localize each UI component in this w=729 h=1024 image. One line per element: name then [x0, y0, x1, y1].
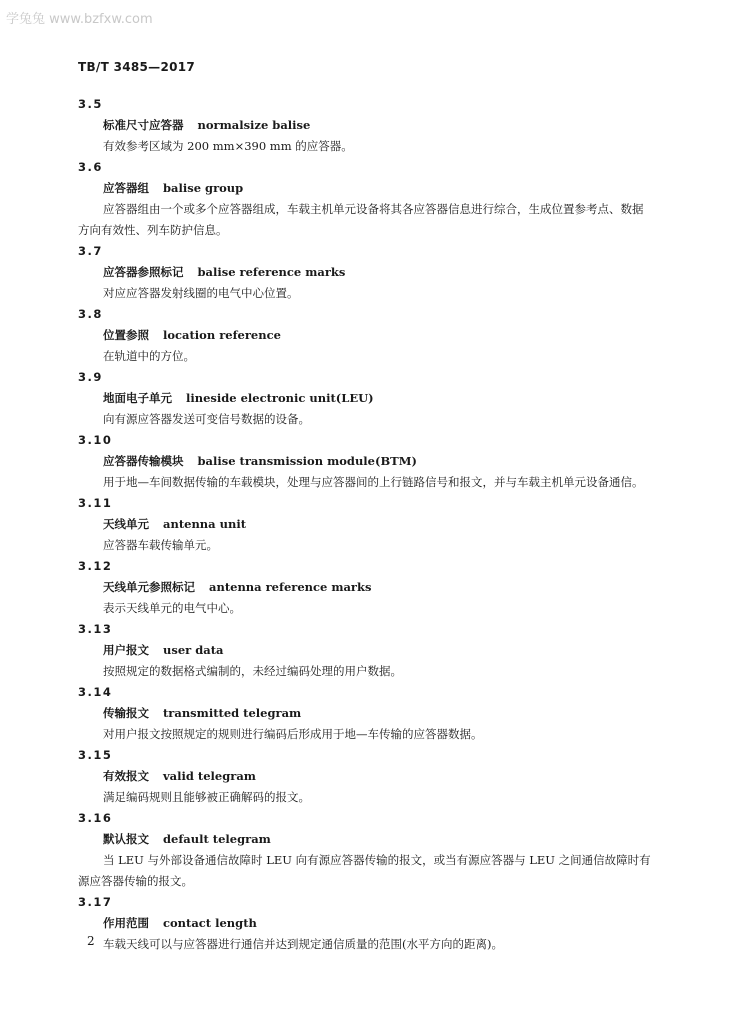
term-en: antenna reference marks — [209, 580, 372, 594]
term-zh: 天线单元 — [103, 517, 149, 531]
term-en: contact length — [163, 916, 257, 930]
term-definition: 表示天线单元的电气中心。 — [103, 601, 241, 615]
term-en: location reference — [163, 328, 281, 342]
page-number: 2 — [87, 934, 95, 948]
term-definitions — [78, 94, 653, 955]
term-definition: 应答器车载传输单元。 — [103, 538, 218, 552]
term-definition: 按照规定的数据格式编制的，未经过编码处理的用户数据。 — [103, 664, 402, 678]
term-zh: 地面电子单元 — [103, 391, 172, 405]
clause-number: 3.8 — [78, 307, 103, 321]
term-entry — [78, 241, 653, 304]
term-definition: 向有源应答器发送可变信号数据的设备。 — [103, 412, 310, 426]
clause-number: 3.16 — [78, 811, 113, 825]
term-line — [78, 640, 653, 661]
term-en: balise group — [163, 181, 244, 195]
term-line — [78, 703, 653, 724]
document-header: TB/T 3485—2017 — [78, 60, 196, 74]
term-zh: 应答器参照标记 — [103, 265, 184, 279]
term-definition: 应答器组由一个或多个应答器组成，车载主机单元设备将其各应答器信息进行综合，生成位置参考点、数据方向有效性、列车防护信息。 — [78, 202, 644, 237]
term-entry — [78, 892, 653, 955]
clause-number: 3.9 — [78, 370, 103, 384]
term-definition: 在轨道中的方位。 — [103, 349, 195, 363]
term-line — [78, 766, 653, 787]
term-entry — [78, 367, 653, 430]
term-definition: 当 LEU 与外部设备通信故障时 LEU 向有源应答器传输的报文，或当有源应答器与 LEU 之间通信故障时有源应答器传输的报文。 — [78, 853, 651, 888]
term-definition: 有效参考区域为 200 mm×390 mm 的应答器。 — [103, 139, 353, 153]
term-line — [78, 178, 653, 199]
term-entry — [78, 745, 653, 808]
clause-number: 3.11 — [78, 496, 113, 510]
clause-number: 3.5 — [78, 97, 103, 111]
term-entry — [78, 556, 653, 619]
term-line — [78, 514, 653, 535]
term-line — [78, 325, 653, 346]
term-en: balise transmission module(BTM) — [197, 454, 417, 468]
watermark: 学兔兔 www.bzfxw.com — [6, 12, 153, 27]
term-zh: 应答器组 — [103, 181, 149, 195]
term-entry — [78, 493, 653, 556]
term-zh: 用户报文 — [103, 643, 149, 657]
clause-number: 3.14 — [78, 685, 113, 699]
term-line — [78, 388, 653, 409]
term-zh: 天线单元参照标记 — [103, 580, 195, 594]
term-entry — [78, 619, 653, 682]
term-line — [78, 913, 653, 934]
term-zh: 标准尺寸应答器 — [103, 118, 184, 132]
term-en: user data — [163, 643, 224, 657]
term-line — [78, 577, 653, 598]
term-en: transmitted telegram — [163, 706, 302, 720]
term-definition: 车载天线可以与应答器进行通信并达到规定通信质量的范围(水平方向的距离)。 — [103, 937, 503, 951]
term-definition: 满足编码规则且能够被正确解码的报文。 — [103, 790, 310, 804]
term-entry — [78, 682, 653, 745]
clause-number: 3.17 — [78, 895, 113, 909]
term-definition: 用于地—车间数据传输的车载模块，处理与应答器间的上行链路信号和报文，并与车载主机单元设备通信。 — [103, 475, 644, 489]
term-line — [78, 829, 653, 850]
term-zh: 默认报文 — [103, 832, 149, 846]
term-line — [78, 451, 653, 472]
term-entry — [78, 157, 653, 241]
clause-number: 3.13 — [78, 622, 113, 636]
term-zh: 位置参照 — [103, 328, 149, 342]
clause-number: 3.7 — [78, 244, 103, 258]
term-zh: 传输报文 — [103, 706, 149, 720]
term-entry — [78, 808, 653, 892]
term-definition: 对用户报文按照规定的规则进行编码后形成用于地—车传输的应答器数据。 — [103, 727, 483, 741]
term-line — [78, 262, 653, 283]
term-entry — [78, 304, 653, 367]
clause-number: 3.10 — [78, 433, 113, 447]
term-line — [78, 115, 653, 136]
clause-number: 3.6 — [78, 160, 103, 174]
term-entry — [78, 430, 653, 493]
clause-number: 3.12 — [78, 559, 113, 573]
term-entry — [78, 94, 653, 157]
term-en: valid telegram — [163, 769, 256, 783]
term-zh: 有效报文 — [103, 769, 149, 783]
term-en: antenna unit — [163, 517, 247, 531]
term-en: normalsize balise — [197, 118, 311, 132]
term-definition: 对应应答器发射线圈的电气中心位置。 — [103, 286, 299, 300]
term-zh: 作用范围 — [103, 916, 149, 930]
term-en: lineside electronic unit(LEU) — [186, 391, 374, 405]
clause-number: 3.15 — [78, 748, 113, 762]
term-en: balise reference marks — [197, 265, 346, 279]
term-zh: 应答器传输模块 — [103, 454, 184, 468]
term-en: default telegram — [163, 832, 271, 846]
